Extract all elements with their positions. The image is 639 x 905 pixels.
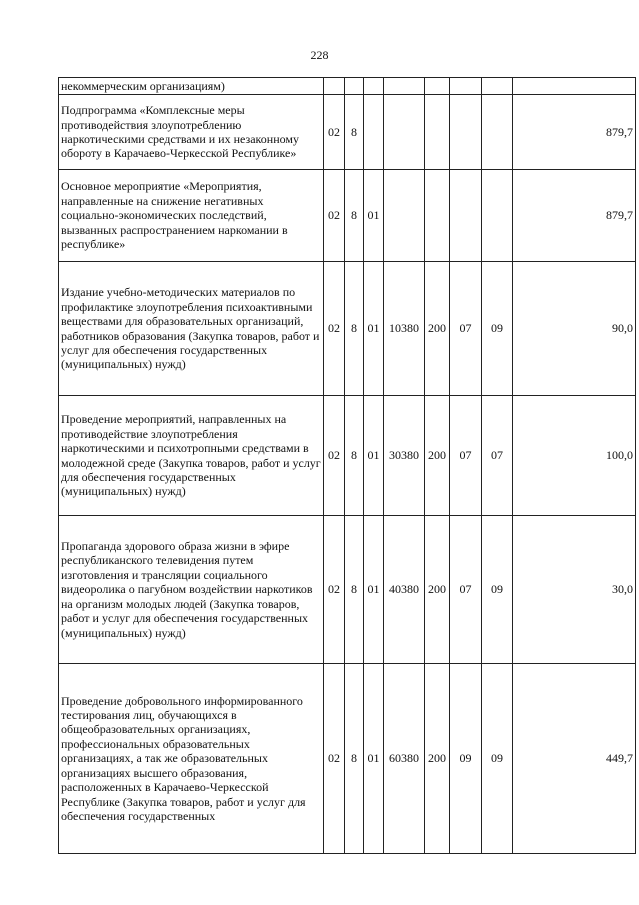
pr-cell: [482, 78, 513, 95]
table-row: [59, 78, 636, 95]
gr-cell: 02: [324, 664, 345, 854]
sum-cell: 449,7: [513, 664, 636, 854]
gr-cell: 02: [324, 516, 345, 664]
csr-cell: [384, 78, 425, 95]
table-row: [59, 170, 636, 262]
pz-cell: 8: [345, 95, 364, 170]
pz-cell: 8: [345, 170, 364, 262]
sum-cell: 30,0: [513, 516, 636, 664]
osn-cell: 01: [364, 170, 384, 262]
pr-cell: [482, 95, 513, 170]
sum-cell: 879,7: [513, 95, 636, 170]
vr-cell: 200: [425, 262, 450, 396]
gr-cell: [324, 78, 345, 95]
pz-cell: 8: [345, 262, 364, 396]
sum-cell: 879,7: [513, 170, 636, 262]
table-row: [59, 95, 636, 170]
rz-cell: [450, 170, 482, 262]
rz-cell: [450, 95, 482, 170]
pr-cell: 09: [482, 516, 513, 664]
vr-cell: 200: [425, 664, 450, 854]
row-name-cell: Проведение добровольного информированного тестирования лиц, обучающихся в общеобразовательных организациях, профессиональных образовательных организациях, а так же образовательных организациях высшего образования, расположенных в Карачаево-Черкесской Республике (Закупка товаров, работ и услуг для обеспечения государственных: [59, 664, 324, 854]
rz-cell: 07: [450, 516, 482, 664]
gr-cell: 02: [324, 170, 345, 262]
sum-cell: [513, 78, 636, 95]
gr-cell: 02: [324, 396, 345, 516]
row-name-cell: Основное мероприятие «Мероприятия, направленные на снижение негативных социально-экономических последствий, вызванных распространением наркомании в республике»: [59, 170, 324, 262]
budget-table: [58, 77, 636, 854]
pr-cell: 09: [482, 664, 513, 854]
gr-cell: 02: [324, 95, 345, 170]
vr-cell: 200: [425, 396, 450, 516]
osn-cell: 01: [364, 262, 384, 396]
row-name-cell: Издание учебно-методических материалов по профилактике злоупотребления психоактивными веществами для образовательных организаций, работников образования (Закупка товаров, работ и услуг для обеспечения государственных (муниципальных) нужд): [59, 262, 324, 396]
osn-cell: 01: [364, 664, 384, 854]
vr-cell: [425, 95, 450, 170]
vr-cell: [425, 78, 450, 95]
rz-cell: [450, 78, 482, 95]
vr-cell: [425, 170, 450, 262]
table-row: [59, 516, 636, 664]
rz-cell: 07: [450, 396, 482, 516]
vr-cell: 200: [425, 516, 450, 664]
page-number: 228: [310, 48, 329, 62]
csr-cell: [384, 170, 425, 262]
rz-cell: 07: [450, 262, 482, 396]
csr-cell: [384, 95, 425, 170]
table-row: [59, 664, 636, 854]
row-name-cell: Проведение мероприятий, направленных на противодействие злоупотребления наркотическими и психотропными средствами в молодежной среде (Закупка товаров, работ и услуг для обеспечения государственных (муниципальных) нужд): [59, 396, 324, 516]
osn-cell: 01: [364, 516, 384, 664]
osn-cell: 01: [364, 396, 384, 516]
pr-cell: 07: [482, 396, 513, 516]
csr-cell: 60380: [384, 664, 425, 854]
row-name-cell: некоммерческим организациям): [59, 78, 324, 95]
pz-cell: [345, 78, 364, 95]
sum-cell: 90,0: [513, 262, 636, 396]
pz-cell: 8: [345, 516, 364, 664]
osn-cell: [364, 95, 384, 170]
csr-cell: 30380: [384, 396, 425, 516]
pr-cell: [482, 170, 513, 262]
pr-cell: 09: [482, 262, 513, 396]
pz-cell: 8: [345, 396, 364, 516]
row-name-cell: Подпрограмма «Комплексные меры противодействия злоупотреблению наркотическими средствами и их незаконному обороту в Карачаево-Черкесской Республике»: [59, 95, 324, 170]
pz-cell: 8: [345, 664, 364, 854]
csr-cell: 40380: [384, 516, 425, 664]
osn-cell: [364, 78, 384, 95]
csr-cell: 10380: [384, 262, 425, 396]
rz-cell: 09: [450, 664, 482, 854]
table-row: [59, 396, 636, 516]
row-name-cell: Пропаганда здорового образа жизни в эфире республиканского телевидения путем изготовления и трансляции социального видеоролика о пагубном воздействии наркотиков на организм молодых людей (Закупка товаров, работ и услуг для обеспечения государственных (муниципальных) нужд): [59, 516, 324, 664]
gr-cell: 02: [324, 262, 345, 396]
sum-cell: 100,0: [513, 396, 636, 516]
table-row: [59, 262, 636, 396]
